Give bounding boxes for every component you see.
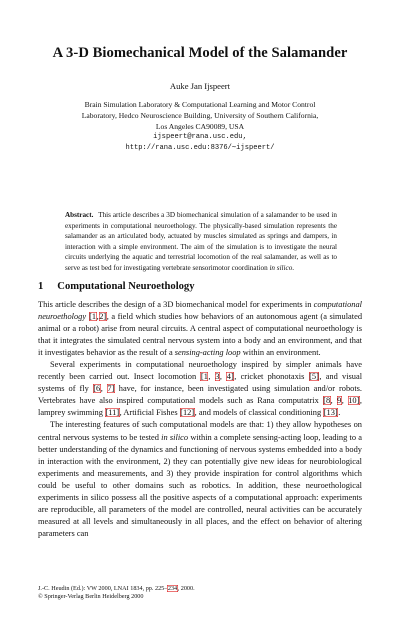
paragraph: Several experiments in computational neuroethology inspired by simpler animals have recently been carried out. Insect locomotion [1, 3, 4], cricket phonotaxis [5], and visual systems of fly [6, 7] have, for instance, been investigated using simulation and/or robots. Vertebrates have also inspired computational models such as Rana computatrix [8, 9, 10], lamprey swimming [11], Artificial Fishes [12], and models of classical conditioning [13].	[38, 360, 363, 418]
footer-line	[38, 585, 195, 593]
text-run: within an environment.	[242, 348, 321, 358]
body-text	[38, 299, 362, 540]
citation-link[interactable]: [6	[93, 384, 101, 394]
citation-link[interactable]: [8	[323, 396, 331, 406]
abstract-text: This article describes a 3D biomechanical simulation of a salamander to be used in experiments in computational neuroethology. The physically-based simulation represents the salamander as an articulated body, actuated by muscles simulated as springs and dampers, in interaction with a simple environment. The aim of the simulation is to investigate the neural circuits underlying the aquatic and terrestrial locomotion of the real salamander, as well as to serve as test bed for investigating vertebrate sensorimotor coordination	[65, 211, 338, 272]
text-run: , and visual systems of fly	[38, 372, 363, 394]
citation-link[interactable]: 9	[337, 396, 342, 406]
text-run: , lamprey swimming	[38, 396, 362, 418]
abstract-emphasis: in silico	[269, 263, 293, 272]
citation-link[interactable]: 10]	[348, 396, 360, 406]
abstract-label: Abstract.	[65, 211, 94, 219]
author-url: http://rana.usc.edu:8376/∼ijspeert/	[125, 144, 275, 152]
emphasis: sensing-acting loop	[174, 348, 241, 358]
text-run: The interesting features of such computational models are that: 1) they allow hypotheses on central nervous systems to be tested	[38, 420, 362, 442]
paragraph	[38, 419, 362, 539]
text-run: , and models of classical conditioning	[194, 408, 322, 418]
page-link[interactable]: 234	[167, 585, 178, 592]
author-name: Auke Jan Ijspeert	[169, 81, 231, 91]
citation-link[interactable]: [5]	[309, 372, 319, 382]
citation-link[interactable]: [13]	[323, 408, 338, 418]
paper-title: A 3-D Biomechanical Model of the Salamander	[52, 45, 348, 61]
affiliation-block	[40, 99, 360, 154]
emphasis: in silico	[161, 432, 189, 442]
author-email: ijspeert@rana.usc.edu,	[153, 133, 247, 141]
section-title: Computational Neuroethology	[57, 281, 195, 292]
footer-text: J.-C. Heudin (Ed.): VW 2000, LNAI 1834, pp. 225–	[38, 585, 168, 592]
footer-citation	[38, 585, 195, 601]
text-run: Several experiments in computational neuroethology inspired by simpler animals have recently been carried out. Insect locomotion	[38, 360, 362, 382]
citation-link[interactable]: [1	[89, 312, 97, 322]
citation-link[interactable]: 4]	[226, 372, 234, 382]
citation-link[interactable]: [12]	[180, 408, 195, 418]
citation-link[interactable]: 2]	[99, 312, 107, 322]
text-run: , cricket phonotaxis	[234, 372, 305, 382]
abstract	[65, 210, 337, 274]
abstract-period: .	[292, 263, 295, 272]
text-run: within a complete sensing-acting loop, leading to a better understanding of the dynamics and functioning of nervous systems embedded into a body in interaction with the environment, 2) they can potentially give new ideas for neurobiological experiments and measurements, and 3) they provide inspiration for control algorithms which could be useful to other domains such as robotics. In addition, these neuroethological experiments in silico possess all the positive aspects of a computational approach: experiments are reproducible, all parameters of the model are controlled, neural activities can be accurately measured at all levels and simultaneously in all places, and the effect on behavior of altering parameters can	[38, 432, 362, 538]
affiliation-line: Laboratory, Hedco Neuroscience Building, University of Southern California,	[81, 111, 319, 120]
affiliation-line: Brain Simulation Laboratory & Computational Learning and Motor Control	[84, 100, 316, 109]
text-run: have, for instance, been investigated using simulation and/or robots. Vertebrates have also inspired computational models such as Rana computatrix	[38, 384, 363, 406]
text-run: .	[338, 408, 341, 418]
copyright-line: © Springer-Verlag Berlin Heidelberg 2000	[38, 593, 144, 600]
section-heading	[38, 281, 195, 292]
text-run: , Artificial Fishes	[119, 408, 178, 418]
citation-link[interactable]: [11]	[105, 408, 120, 418]
citation-link[interactable]: 7]	[107, 384, 115, 394]
paragraph	[38, 299, 362, 359]
text-run: ,	[96, 312, 99, 322]
citation-link[interactable]: [1	[200, 372, 208, 382]
section-number: 1	[38, 281, 44, 292]
text-run: This article describes the design of a 3D biomechanical model for experiments in	[38, 300, 312, 309]
citation-link[interactable]: 3	[215, 372, 220, 382]
footer-text: , 2000.	[177, 585, 195, 592]
affiliation-line: Los Angeles CA90089, USA	[155, 122, 245, 131]
text-run: , a field which studies how behaviors of an autonomous agent (a simulated animal or a robot) arise from neural circuits. A central aspect of computational neuroethology is that it integrates the simulated central nervous system into a body and an environment, and that it investigates behavior as the result of a	[38, 312, 363, 358]
emphasis: computational neuroethology	[38, 300, 362, 322]
